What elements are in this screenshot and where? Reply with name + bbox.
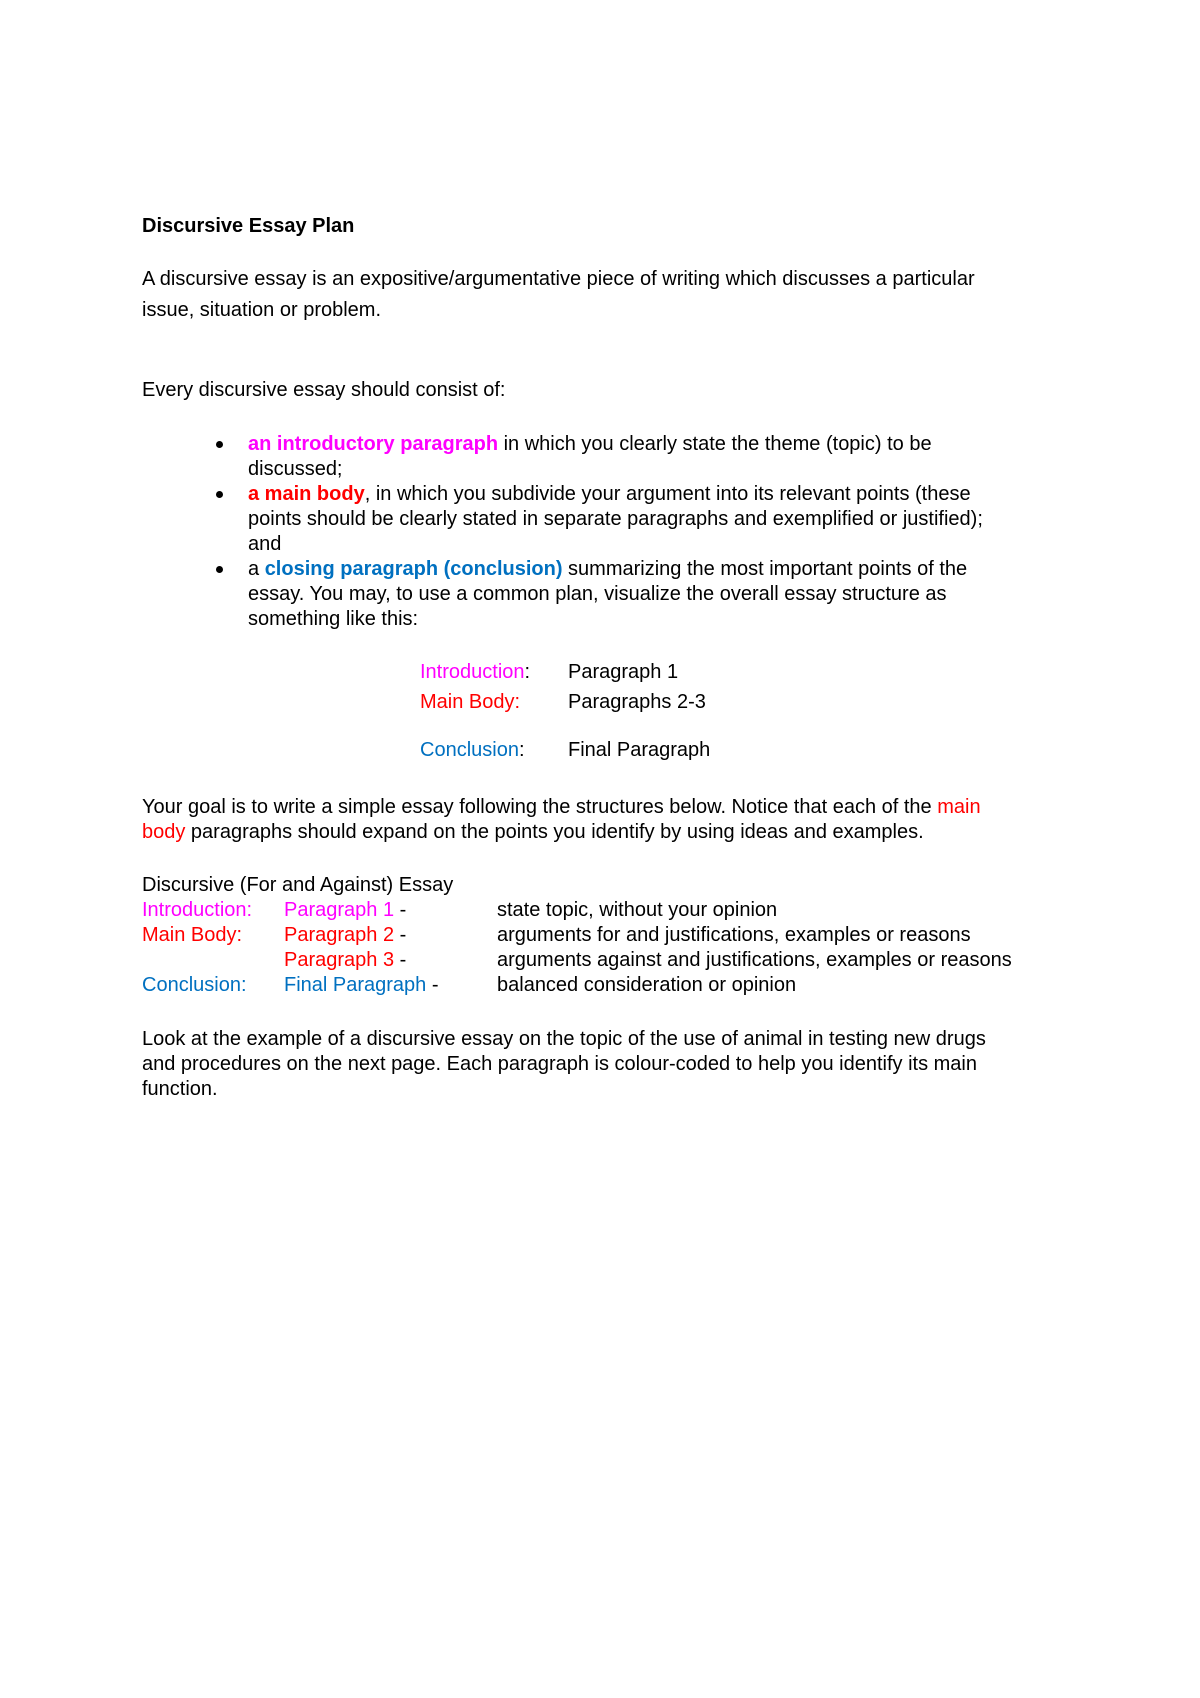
fa-title: Discursive (For and Against) Essay [142,874,454,896]
bullet-2-highlight: a main body [248,483,365,505]
structure-conclusion-label: Conclusion: [420,739,525,761]
bullet-icon [216,441,223,448]
fa-row-para: Paragraph 1 - [284,899,407,921]
structure-body-value: Paragraphs 2-3 [568,691,706,713]
bullet-2-line-2: points should be clearly stated in separate paragraphs and exemplified or justified); [248,508,983,530]
closing-line-1: Look at the example of a discursive essay on the topic of the use of animal in testing new drugs [142,1028,986,1050]
fa-row-label: Introduction: [142,899,253,921]
bullet-icon [216,566,223,573]
bullet-3-highlight: closing paragraph (conclusion) [264,558,563,580]
fa-row-desc: state topic, without your opinion [497,899,778,921]
fa-row-para: Final Paragraph - [284,974,439,996]
fa-row-label: Main Body: [142,924,243,946]
fa-row-label: Conclusion: [142,974,247,996]
intro-line-2: issue, situation or problem. [142,299,382,321]
bullet-1-highlight: an introductory paragraph [248,433,499,455]
bullet-3-line-2: essay. You may, to use a common plan, visualize the overall essay structure as [248,583,947,605]
structure-intro-label: Introduction: [420,661,531,683]
closing-line-3: function. [142,1078,218,1100]
fa-row-para: Paragraph 3 - [284,949,407,971]
goal-line-2: body paragraphs should expand on the points you identify by using ideas and examples. [142,821,924,843]
bullet-3-line-1: a closing paragraph (conclusion) summarizing the most important points of the [248,558,968,580]
bullet-2-line-3: and [248,533,282,555]
fa-row-desc: arguments for and justifications, examples or reasons [497,924,971,946]
fa-row-desc: arguments against and justifications, examples or reasons [497,949,1012,971]
structure-conclusion-value: Final Paragraph [568,739,711,761]
fa-row-desc: balanced consideration or opinion [497,974,797,996]
structure-intro-value: Paragraph 1 [568,661,679,683]
intro-line-1: A discursive essay is an expositive/argumentative piece of writing which discusses a particular [142,268,975,290]
structure-body-label: Main Body: [420,691,521,713]
closing-line-2: and procedures on the next page. Each paragraph is colour-coded to help you identify its main [142,1053,977,1075]
bullet-icon [216,491,223,498]
page-title: Discursive Essay Plan [142,215,355,237]
bullet-1-line-2: discussed; [248,458,343,480]
consist-label: Every discursive essay should consist of: [142,379,506,401]
goal-line-1: Your goal is to write a simple essay following the structures below. Notice that each of the main [142,796,981,818]
bullet-1-line-1: an introductory paragraph in which you clearly state the theme (topic) to be [248,433,932,455]
bullet-2-line-1: a main body, in which you subdivide your argument into its relevant points (these [248,483,971,505]
fa-row-para: Paragraph 2 - [284,924,407,946]
bullet-3-line-3: something like this: [248,608,419,630]
